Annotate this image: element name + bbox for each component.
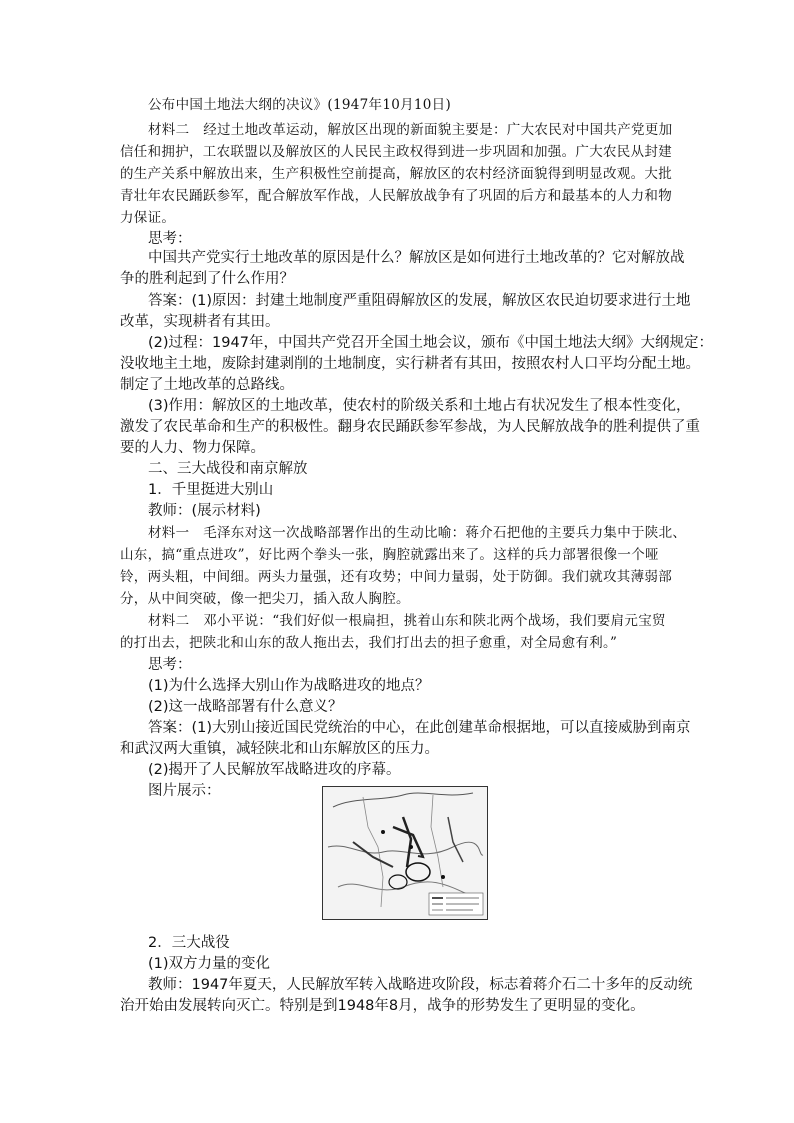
text-line: (1)为什么选择大别山作为战略进攻的地点？ (148, 678, 430, 694)
text-line: (2)过程：1947年，中国共产党召开全国土地会议，颁布《中国土地法大纲》大纲规定： (148, 335, 713, 351)
text-line: 铃，两头粗，中间细。两头力量强，还有攻势；中间力量弱，处于防御。我们就攻其薄弱部 (120, 569, 672, 585)
text-line: 分，从中间突破，像一把尖刀，插入敌人胸腔。 (120, 591, 410, 607)
text-line: 公布中国土地法大纲的决议》(1947年10月10日) (148, 97, 452, 113)
text-line: 答案：(1)原因：封建土地制度严重阻碍解放区的发展，解放区农民迫切要求进行土地 (148, 293, 691, 309)
text-line: 力保证。 (120, 210, 176, 226)
text-line: 材料一 毛泽东对这一次战略部署作出的生动比喻：蒋介石把他的主要兵力集中于陕北、 (148, 525, 687, 541)
text-line: 激发了农民革命和生产的积极性。翻身农民踊跃参军参战，为人民解放战争的胜利提供了重 (120, 419, 700, 435)
text-line: 教师：1947年夏天，人民解放军转入战略进攻阶段，标志着蒋介石二十多年的反动统 (148, 977, 693, 993)
text-line: 制定了土地改革的总路线。 (120, 377, 294, 393)
text-line: 的打出去，把陕北和山东的敌人拖出去，我们打出去的担子愈重，对全局愈有利。” (120, 635, 618, 651)
text-line: 治开始由发展转向灭亡。特别是到1948年8月，战争的形势发生了更明显的变化。 (120, 998, 645, 1014)
battle-map-figure (322, 786, 488, 920)
text-line: (1)双方力量的变化 (148, 956, 271, 972)
text-line: 思考： (148, 231, 192, 247)
text-line: 没收地主土地，废除封建剥削的土地制度，实行耕者有其田，按照农村人口平均分配土地。 (120, 356, 700, 372)
subsection-heading: 2．三大战役 (148, 935, 230, 951)
section-heading: 二、三大战役和南京解放 (148, 461, 308, 477)
text-line: 思考： (148, 657, 192, 673)
text-line: (3)作用：解放区的土地改革，使农村的阶级关系和土地占有状况发生了根本性变化， (148, 398, 691, 414)
text-line: (2)这一战略部署有什么意义？ (148, 699, 343, 715)
text-line: 教师：(展示材料) (148, 503, 261, 519)
map-drawing (323, 787, 487, 919)
text-line: 材料二 邓小平说：“我们好似一根扁担，挑着山东和陕北两个战场，我们要肩元宝贸 (148, 613, 666, 629)
text-line: 材料二 经过土地改革运动，解放区出现的新面貌主要是：广大农民对中国共产党更加 (148, 122, 673, 138)
text-line: 中国共产党实行土地改革的原因是什么？解放区是如何进行土地改革的？它对解放战 (148, 250, 685, 266)
subsection-heading: 1．千里挺进大别山 (148, 482, 274, 498)
text-line: 信任和拥护，工农联盟以及解放区的人民民主政权得到进一步巩固和加强。广大农民从封建 (120, 144, 672, 160)
text-line: (2)揭开了人民解放军战略进攻的序幕。 (148, 762, 401, 778)
text-line: 青壮年农民踊跃参军，配合解放军作战，人民解放战争有了巩固的后方和最基本的人力和物 (120, 188, 672, 204)
text-line: 和武汉两大重镇，减轻陕北和山东解放区的压力。 (120, 741, 439, 757)
text-line: 的生产关系中解放出来，生产积极性空前提高，解放区的农村经济面貌得到明显改观。大批 (120, 166, 672, 182)
text-line: 图片展示： (148, 783, 221, 799)
text-line: 山东，搞“重点进攻”，好比两个拳头一张，胸腔就露出来了。这样的兵力部署很像一个哑 (120, 547, 659, 563)
text-line: 要的人力、物力保障。 (120, 440, 265, 456)
text-line: 争的胜利起到了什么作用？ (120, 271, 294, 287)
text-line: 改革，实现耕者有其田。 (120, 314, 280, 330)
text-line: 答案：(1)大别山接近国民党统治的中心，在此创建革命根据地，可以直接威胁到南京 (148, 720, 691, 736)
